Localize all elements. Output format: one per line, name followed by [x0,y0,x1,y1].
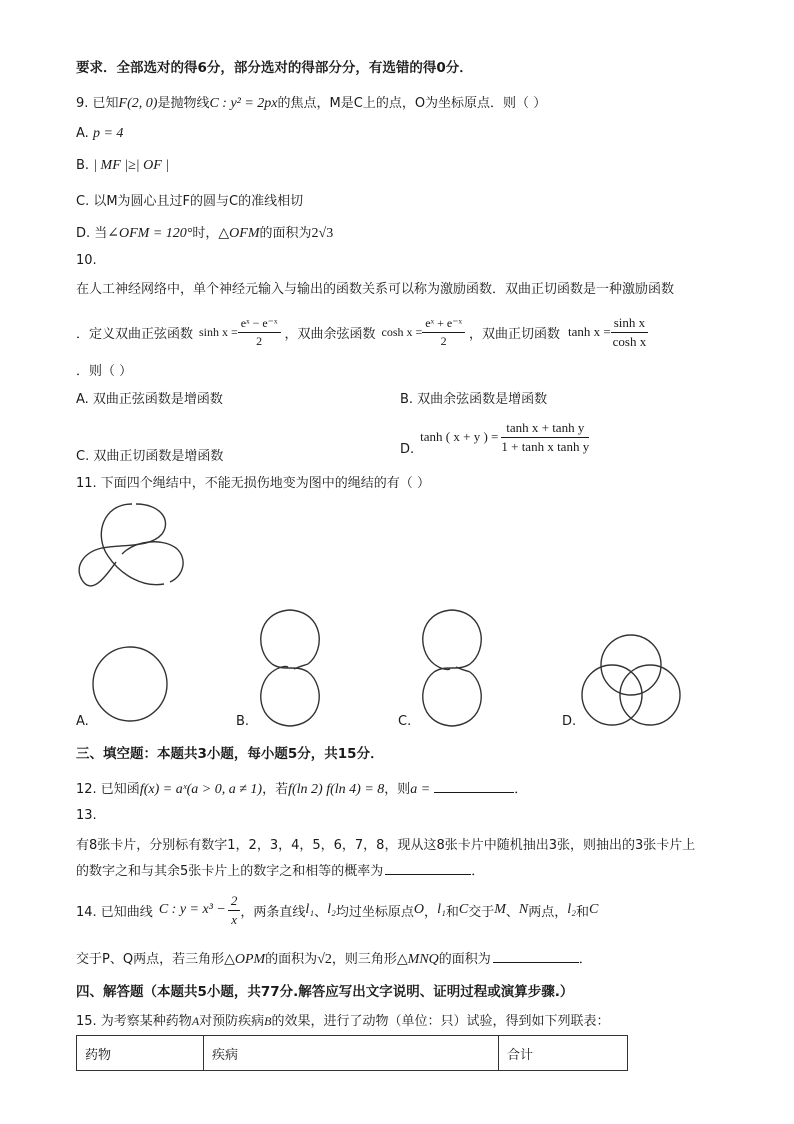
q9-number: 9. 已知 [76,96,119,111]
q14-line-l1: l₁ [305,902,315,917]
q10-tanh-fraction [611,315,648,350]
q11-figure-b-twisted-loops [250,606,330,730]
q9-option-d-text: 时， [192,226,219,241]
q10-option-a: A. 双曲正弦函数是增函数 [76,392,223,407]
loop-b-bottom [261,672,319,726]
q11-label-d: D. [562,714,577,729]
q14-triangle-opm: △OPM [224,952,266,967]
q9-option-d-value: 2√3 [311,226,334,241]
q10-option-d [400,417,589,457]
q10-then: ．则（ ） [76,364,133,379]
q12-prefix: 12. 已知函 [76,782,140,797]
q14-curve-denominator: x [231,911,237,927]
q13-line-2-text: 的数字之和与其余5张卡片上的数字之和相等的概率为 [76,864,384,879]
q10-option-b: B. 双曲余弦函数是增函数 [400,392,548,407]
q14-area-value: √2 [317,952,332,967]
q13-line-2 [76,860,484,879]
q14-sep: 、 [314,904,328,920]
q10-tanh-numerator: sinh x [611,315,648,333]
q9-option-a-label: A. [76,126,89,141]
q14-line-2-text-2: ，则三角形 [331,952,397,967]
q13-answer-blank[interactable] [385,874,471,875]
unknot-loop [93,647,167,721]
q9-text-2: 的焦点，M是C上的点，O为坐标原点．则（ ） [277,96,547,111]
q9-option-d-text-2: 的面积为 [259,226,312,241]
q11-label-b: B. [236,714,250,729]
q14-line-2-text: 的面积为 [265,952,318,967]
q9-option-c: C. 以M为圆心且过F的圆与C的准线相切 [76,194,304,209]
q9-option-b-label: B. [76,158,90,173]
q10-option-d-label: D. [400,442,415,457]
q12-answer-blank[interactable] [434,792,514,793]
q15-text-1: 对预防疾病 [199,1014,265,1029]
q10-option-d-denominator: 1 + tanh x tanh y [501,438,590,454]
table-header-disease: 疾病 [204,1036,499,1071]
q11-figure-a-unknot [90,644,170,724]
q15-prefix: 15. 为考察某种药物 [76,1014,192,1029]
q14-curve-lhs: C : y = x³ − [158,902,226,917]
q9-option-b-math: | MF |≥| OF | [93,158,170,173]
q15-stem [76,1010,610,1029]
q9-option-a [76,126,123,142]
q14-text-7: 和 [576,904,590,920]
q9-stem [76,92,546,112]
scoring-note: 要求．全部选对的得6分，部分选对的得部分分，有选错的得0分． [76,60,473,76]
q10-intro: 在人工神经网络中，单个神经元输入与输出的函数关系可以称为激励函数．双曲正切函数是一种激励函数 [76,282,675,297]
q9-focus-point: F(2, 0) [118,96,158,111]
q12-text-2: ，则 [384,782,411,797]
loop-c-bottom [423,672,481,726]
table-header-row [77,1036,628,1071]
trefoil-strand-3 [79,504,165,586]
q12-function: f(x) = aˣ(a > 0, a ≠ 1) [139,782,263,797]
loop-b-top [261,610,319,664]
q14-point-n: N [518,902,529,917]
q9-option-d [76,222,333,242]
table-header-total: 合计 [499,1036,628,1071]
q13-line-1: 有8张卡片，分别标有数字1，2，3，4，5，6，7，8，现从这8张卡片中随机抽出3张，则抽出的3张卡片上 [76,838,696,853]
q10-option-c: C. 双曲正切函数是增函数 [76,449,224,464]
q14-curve-fraction [228,893,241,928]
q10-sinh-fraction [238,316,281,349]
q14-curve-numerator: 2 [228,893,241,911]
q13-end: ． [471,864,485,879]
q10-cosh-fraction [422,316,465,349]
section-solve-heading: 四、解答题（本题共5小题，共77分.解答应写出文字说明、证明过程或演算步骤.） [76,984,574,1000]
q14-end: ． [578,952,592,967]
q10-sinh-numerator: eˣ − e⁻ˣ [238,316,281,333]
q11-label-a: A. [76,714,89,729]
q14-curve-c: C [458,902,469,917]
q12-stem [76,778,527,798]
q14-text-6: 两点， [528,904,568,920]
q10-sinh-denominator: 2 [256,333,263,348]
trefoil-knot-figure [72,496,192,604]
q9-parabola-eq: C : y² = 2px [209,96,278,111]
q11-stem: 11. 下面四个绳结中，不能无损伤地变为图中的绳结的有（ ） [76,476,430,491]
q9-text-1: 是抛物线 [157,96,210,111]
q10-option-d-numerator: tanh x + tanh y [501,420,589,438]
q14-line-1 [76,890,598,930]
q11-figure-c-twisted-loops [412,606,492,730]
q9-option-d-prefix: D. 当 [76,226,108,241]
q14-line-l1-b: l₁ [437,902,446,917]
q14-line-l2-b: l₂ [567,902,577,917]
q9-option-d-triangle: △OFM [218,226,260,241]
q15-text-2: 的效果，进行了动物（单位：只）试验，得到如下列联表： [271,1014,610,1029]
q11-figure-d-borromean-rings [576,632,686,732]
q10-cosh-denominator: 2 [440,333,447,348]
q14-answer-blank[interactable] [493,962,579,963]
q14-text-5: 交于 [468,904,495,920]
q9-option-b [76,158,169,174]
q10-option-d-lhs: tanh ( x + y ) = [420,429,499,444]
section-fill-in-heading: 三、填空题：本题共3小题，每小题5分，共15分． [76,746,384,762]
q12-condition: f(ln 2) f(ln 4) = 8 [288,782,385,797]
q14-line-2-post: 的面积为 [438,952,491,967]
q14-line-2-prefix: 交于P、Q两点，若三角形 [76,952,225,967]
q10-option-d-fraction [501,420,589,455]
q14-text-4: 和 [445,904,459,920]
q12-text-1: ，若 [262,782,289,797]
q14-prefix: 14. 已知曲线 [76,904,153,920]
loop-c-top [423,610,481,664]
q14-sep-2: 、 [505,904,519,920]
q14-text-3: ， [424,904,438,920]
q11-label-c: C. [398,714,412,729]
q10-tanh-lhs: tanh x = [568,324,611,339]
q14-triangle-mnq: △MNQ [396,952,439,967]
trefoil-strand-2 [122,542,183,582]
q13-number: 13. [76,808,97,823]
q14-line-2 [76,948,592,968]
table-header-drug: 药物 [77,1036,204,1071]
q10-def-cosh-text: ，双曲余弦函数 [284,326,376,342]
q14-text-1: ，两条直线 [240,904,306,920]
q10-def-tanh-text: ，双曲正切函数 [468,326,560,342]
q12-end: ． [514,782,528,797]
q10-option-d-formula [420,417,589,457]
q10-sinh-lhs: sinh x = [199,324,238,339]
q10-tanh-denominator: cosh x [612,333,647,349]
q9-option-a-math: p = 4 [92,126,124,141]
q14-line-l2: l₂ [327,902,336,917]
q14-curve-c-2: C [589,902,599,917]
q10-cosh-lhs: cosh x = [381,324,423,339]
q14-text-2: 均过坐标原点 [335,904,414,920]
q9-option-d-angle: ∠OFM = 120° [107,226,193,241]
q10-number: 10. [76,253,97,268]
q10-definitions [76,314,648,350]
q15-drug-a: A [191,1014,200,1028]
q14-origin: O [413,902,425,917]
q15-disease-b: B [264,1014,272,1028]
q15-contingency-table [76,1035,628,1071]
q12-variable: a = [410,782,431,797]
q14-point-m: M [494,902,506,917]
q10-def-sinh-text: ．定义双曲正弦函数 [76,326,194,342]
q10-cosh-numerator: eˣ + e⁻ˣ [422,316,465,333]
